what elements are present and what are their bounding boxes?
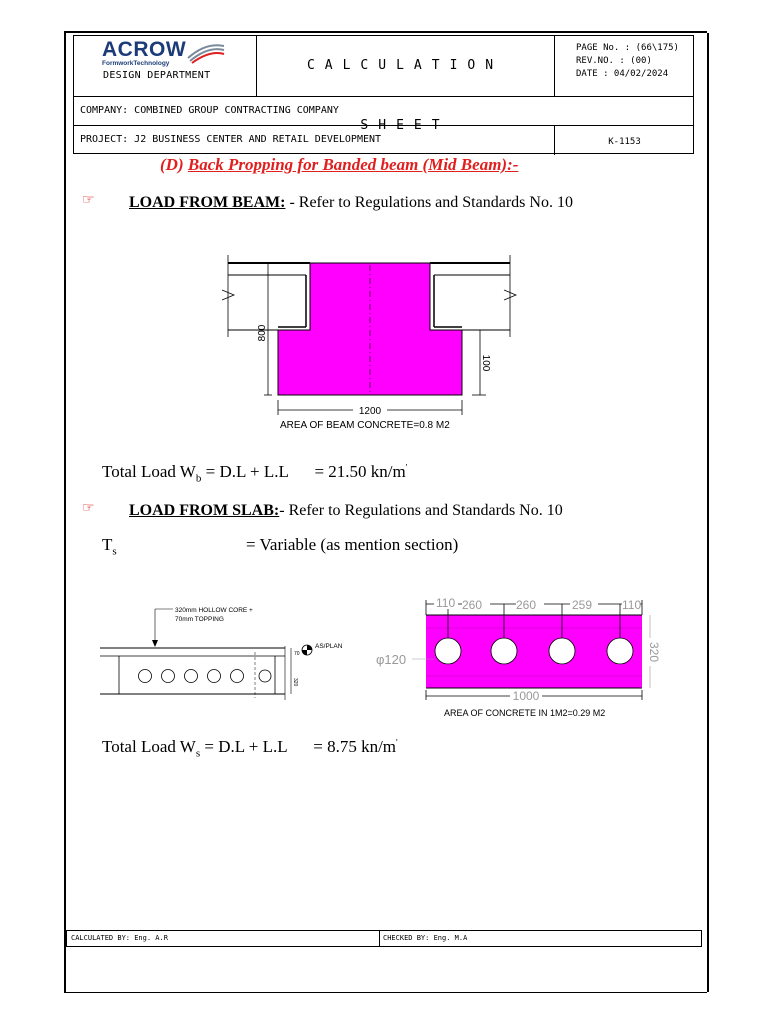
beam-dim-width: 1200 xyxy=(358,406,382,417)
dim-320: 320 xyxy=(647,641,661,663)
slab-load-mark: ' xyxy=(396,737,398,748)
dim-1000: 1000 xyxy=(512,689,540,703)
as-plan-label: AS/PLAN xyxy=(315,643,343,650)
ts-label: T xyxy=(102,535,113,554)
section-prefix: (D) xyxy=(160,155,188,174)
logo-swoosh-icon xyxy=(186,40,226,64)
beam-dim-height: 800 xyxy=(257,324,268,342)
ts-value: = Variable (as mention section) xyxy=(246,535,459,554)
slab-heading-bold: LOAD FROM SLAB: xyxy=(129,502,280,519)
beam-load-eq: = D.L + L.L xyxy=(201,462,289,481)
beam-load-heading xyxy=(129,194,573,212)
beam-total-load xyxy=(102,462,407,484)
logo-subtitle: FormworkTechnology xyxy=(102,60,170,67)
checked-by: CHECKED BY: Eng. M.A xyxy=(383,934,468,942)
dim-259: 259 xyxy=(572,598,593,612)
hollow-core-section-drawing xyxy=(95,600,343,705)
slab-load-prefix: Total Load W xyxy=(102,737,196,756)
beam-heading-bold: LOAD FROM BEAM: xyxy=(129,194,286,211)
signature-footer xyxy=(66,930,702,947)
ts-sub: s xyxy=(112,545,117,558)
beam-load-value: = 21.50 kn/m xyxy=(314,462,406,481)
slab-load-sub: s xyxy=(195,747,201,760)
slab-thickness-line xyxy=(102,535,117,557)
slab-load-heading xyxy=(129,502,563,520)
section-heading: Back Propping for Banded beam (Mid Beam):- xyxy=(187,155,519,174)
slab-note-line2: 70mm TOPPING xyxy=(175,616,224,623)
dim-110-left: 110 xyxy=(436,596,456,610)
slab-heading-rest: - Refer to Regulations and Standards No. 10 xyxy=(279,502,563,519)
project-name: PROJECT: J2 BUSINESS CENTER AND RETAIL DEVELOPMENT xyxy=(80,134,382,145)
footer-divider xyxy=(379,931,380,946)
dim-110-right: 110 xyxy=(622,598,642,612)
slab-note-line1: 320mm HOLLOW CORE + xyxy=(175,607,253,614)
hollow-core-area-drawing xyxy=(372,592,662,722)
beam-load-mark: ' xyxy=(405,462,408,473)
project-code: K-1153 xyxy=(608,137,641,147)
page-number: PAGE No. : (66\175) xyxy=(576,43,679,53)
calculated-by: CALCULATED BY: Eng. A.R xyxy=(71,934,168,942)
beam-section-drawing xyxy=(210,245,530,440)
pointing-hand-icon: ☞ xyxy=(82,192,95,208)
logo-brand: ACROW xyxy=(102,38,187,61)
company-name: COMPANY: COMBINED GROUP CONTRACTING COMPANY xyxy=(80,105,339,116)
header-table xyxy=(73,35,694,154)
slab-load-value: = 8.75 kn/m xyxy=(313,737,397,756)
section-title xyxy=(160,155,518,175)
sheet-date: DATE : 04/02/2024 xyxy=(576,69,669,79)
revision-number: REV.NO. : (00) xyxy=(576,56,652,66)
section-dim-top: 70 xyxy=(294,651,300,657)
sheet-title: CALCULATION SHEET xyxy=(306,58,504,133)
dim-260-first: 260 xyxy=(462,598,483,612)
beam-load-sub: b xyxy=(195,472,202,485)
beam-heading-rest: - Refer to Regulations and Standards No. 10 xyxy=(285,194,573,211)
beam-load-prefix: Total Load W xyxy=(102,462,196,481)
as-plan-marker-icon xyxy=(302,645,312,655)
department-label: DESIGN DEPARTMENT xyxy=(103,70,211,81)
company-logo xyxy=(74,36,256,96)
dim-diameter: φ120 xyxy=(376,652,407,667)
dim-260-second: 260 xyxy=(516,598,537,612)
beam-area-label: AREA OF BEAM CONCRETE=0.8 M2 xyxy=(280,420,450,431)
sheet-meta xyxy=(554,42,695,81)
slab-total-load xyxy=(102,737,398,759)
beam-dim-slab: 100 xyxy=(480,354,491,372)
section-dim-core: 320 xyxy=(292,678,298,687)
pointing-hand-icon: ☞ xyxy=(82,500,95,516)
slab-area-label: AREA OF CONCRETE IN 1M2=0.29 M2 xyxy=(444,708,606,718)
slab-load-eq: = D.L + L.L xyxy=(200,737,287,756)
